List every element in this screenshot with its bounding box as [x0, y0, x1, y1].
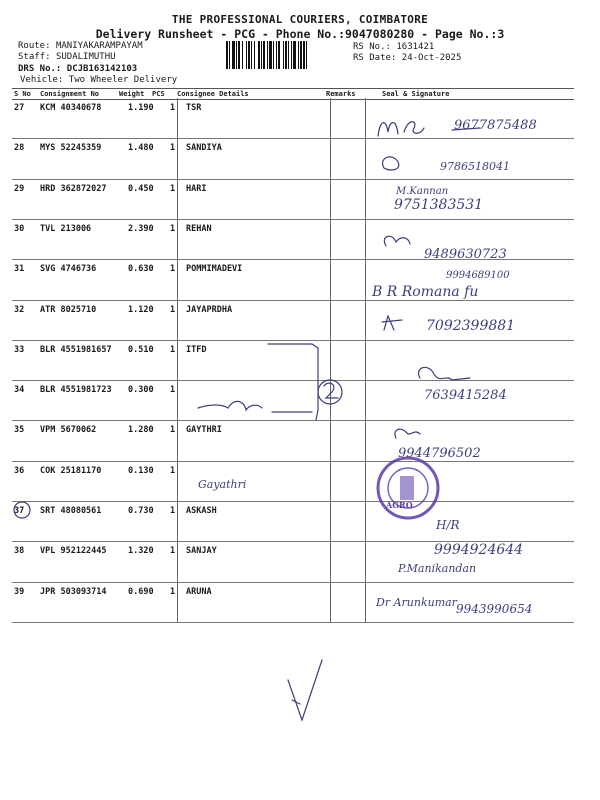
cell-pcs: 1 — [170, 344, 176, 355]
row-divider — [12, 622, 574, 623]
drs-line — [18, 64, 137, 75]
col-consignee: Consignee Details — [177, 90, 249, 98]
vehicle-value: Two Wheeler Delivery — [68, 75, 178, 85]
cell-pcs: 1 — [170, 425, 176, 436]
barcode-bar — [263, 41, 265, 69]
table-row — [12, 179, 574, 219]
cell-sno: 32 — [14, 304, 25, 315]
cell-consignment: BLR 4551981657 — [40, 344, 112, 355]
cell-weight: 1.320 — [128, 546, 154, 557]
barcode-bar — [293, 41, 296, 69]
barcode-bar — [288, 41, 289, 69]
cell-consignee: ASKASH — [186, 506, 217, 516]
handwritten-phone: 9943990654 — [456, 602, 533, 616]
handwritten-phone: 7639415284 — [424, 388, 507, 403]
cell-sno: 35 — [14, 425, 25, 436]
cell-consignment: ATR 8025710 — [40, 304, 97, 315]
barcode-bar — [269, 41, 272, 69]
cell-consignment: SVG 4746736 — [40, 264, 97, 275]
cell-consignment: BLR 4551981723 — [40, 385, 112, 396]
barcode-bar — [238, 41, 240, 69]
rs-date-line — [353, 53, 461, 64]
handwritten-phone: 9786518041 — [440, 160, 510, 173]
handwritten-name: B R Romana fu — [372, 284, 479, 300]
rs-no-line — [353, 42, 434, 53]
handwritten-phone: 9994924644 — [434, 542, 524, 558]
barcode-bar — [298, 41, 299, 69]
barcode-bar — [273, 41, 274, 69]
drs-label: DRS No.: — [18, 64, 62, 74]
cell-pcs: 1 — [170, 506, 176, 516]
cell-consignment: HRD 362872027 — [40, 183, 107, 194]
cell-weight: 1.120 — [128, 304, 154, 315]
cell-pcs: 1 — [170, 103, 176, 113]
barcode-bar — [306, 41, 307, 69]
handwritten-phone: 9944796502 — [398, 446, 481, 461]
barcode-bar — [303, 41, 305, 69]
cell-sno: 28 — [14, 143, 25, 154]
staff-value: SUDALIMUTHU — [55, 52, 116, 62]
cell-weight: 0.630 — [128, 264, 154, 275]
cell-sno: 36 — [14, 465, 25, 476]
handwritten-phone: 9489630723 — [424, 247, 507, 262]
cell-consignee: JAYAPRDHA — [186, 304, 233, 315]
company-name: THE PROFESSIONAL COURIERS, COIMBATORE — [171, 13, 429, 26]
col-seal: Seal & Signature — [382, 90, 450, 98]
vehicle-line — [20, 75, 177, 86]
cell-weight: 1.280 — [128, 425, 154, 436]
cell-consignee: GAYTHRI — [186, 425, 222, 436]
cell-consignee: SANDIYA — [186, 143, 222, 154]
cell-consignee: ARUNA — [186, 586, 212, 597]
col-pcs: PCS — [152, 90, 165, 98]
cell-consignment: COK 25181170 — [40, 465, 102, 476]
cell-consignment: VPM 5670062 — [40, 425, 97, 436]
staff-line — [18, 52, 116, 63]
staff-label: Staff: — [18, 52, 51, 62]
cell-sno: 34 — [14, 385, 25, 396]
route-label: Route: — [18, 41, 51, 51]
table-row — [12, 340, 574, 380]
route-value: MANIYAKARAMPAYAM — [55, 41, 143, 51]
rs-no-value: 1631421 — [396, 42, 435, 52]
cell-weight: 0.690 — [128, 586, 154, 597]
tick-mark — [292, 700, 300, 704]
cell-consignment: SRT 48080561 — [40, 506, 102, 516]
cell-consignee: REHAN — [186, 223, 212, 234]
cell-sno: 29 — [14, 183, 25, 194]
cell-consignee: POMMIMADEVI — [186, 264, 243, 275]
cell-weight: 1.190 — [128, 103, 154, 113]
barcode-bar — [285, 41, 287, 69]
table-row — [12, 501, 574, 541]
vehicle-label: Vehicle: — [20, 75, 64, 85]
handwritten-name: M.Kannan — [396, 186, 449, 197]
cell-consignment: TVL 213006 — [40, 223, 92, 234]
cell-weight: 0.300 — [128, 385, 154, 396]
cell-pcs: 1 — [170, 143, 176, 154]
handwritten-phone: 9677875488 — [454, 118, 537, 133]
rs-date-label: RS Date: — [353, 53, 397, 63]
barcode-bar — [258, 41, 260, 69]
barcode-image — [226, 41, 348, 69]
cell-weight: 2.390 — [128, 223, 154, 234]
cell-consignee: ITFD — [186, 344, 207, 355]
cell-pcs: 1 — [170, 183, 176, 194]
handwritten-phone: 9994689100 — [446, 270, 510, 281]
col-sno: S No — [14, 90, 31, 98]
cell-weight: 0.450 — [128, 183, 154, 194]
cell-consignee: HARI — [186, 183, 207, 194]
barcode-bar — [229, 41, 230, 69]
cell-consignment: KCM 40340678 — [40, 103, 102, 113]
cell-pcs: 1 — [170, 264, 176, 275]
handwritten-name: Gayathri — [198, 478, 247, 491]
table-row — [12, 420, 574, 460]
route-line — [18, 41, 143, 52]
cell-sno: 30 — [14, 223, 25, 234]
rs-date-value: 24-Oct-2025 — [401, 53, 462, 63]
cell-weight: 1.480 — [128, 143, 154, 154]
cell-sno: 33 — [14, 344, 25, 355]
handwritten-phone: 9751383531 — [394, 197, 484, 213]
barcode-bar — [261, 41, 262, 69]
barcode-bar — [276, 41, 277, 69]
runsheet-title: Delivery Runsheet - PCG - Phone No.:9047080280 - Page No.:3 — [95, 27, 505, 41]
cell-consignment: MYS 52245359 — [40, 143, 102, 154]
cell-weight: 0.730 — [128, 506, 154, 516]
barcode-bar — [236, 41, 237, 69]
handwritten-phone: 7092399881 — [426, 318, 516, 334]
cell-consignee: SANJAY — [186, 546, 217, 557]
cell-consignment: JPR 503093714 — [40, 586, 107, 597]
cell-sno: 38 — [14, 546, 25, 557]
cell-sno: 31 — [14, 264, 25, 275]
barcode-bar — [248, 41, 250, 69]
col-remarks: Remarks — [326, 90, 356, 98]
stamp-text: AGRO. — [386, 500, 415, 510]
cell-consignee: TSR — [186, 103, 202, 113]
cell-pcs: 1 — [170, 586, 176, 597]
barcode-bar — [226, 41, 228, 69]
cell-pcs: 1 — [170, 304, 176, 315]
col-consignment: Consignment No — [40, 90, 100, 98]
handwritten-name: Dr Arunkumar — [376, 596, 457, 609]
barcode-bar — [291, 41, 292, 69]
barcode-bar — [232, 41, 235, 69]
handwritten-mark: H/R — [436, 518, 460, 532]
barcode-bar — [246, 41, 247, 69]
cell-pcs: 1 — [170, 385, 176, 396]
barcode-bar — [300, 41, 302, 69]
cell-pcs: 1 — [170, 223, 176, 234]
handwritten-name: P.Manikandan — [398, 562, 477, 575]
cell-weight: 0.130 — [128, 465, 154, 476]
cell-consignment: VPL 952122445 — [40, 546, 107, 557]
drs-value: DCJB163142103 — [66, 64, 138, 74]
cell-weight: 0.510 — [128, 344, 154, 355]
barcode-bar — [254, 41, 255, 69]
cell-pcs: 1 — [170, 546, 176, 557]
cell-sno: 39 — [14, 586, 25, 597]
barcode-bar — [251, 41, 252, 69]
barcode-bar — [283, 41, 284, 69]
cell-sno: 37 — [14, 506, 25, 516]
barcode-bar — [242, 41, 243, 69]
barcode-bar — [267, 41, 268, 69]
table-row — [12, 461, 574, 501]
rs-no-label: RS No.: — [353, 42, 391, 52]
barcode-bar — [278, 41, 280, 69]
col-weight: Weight — [119, 90, 145, 98]
cell-sno: 27 — [14, 103, 25, 113]
cell-pcs: 1 — [170, 465, 176, 476]
tick-mark — [288, 660, 322, 720]
